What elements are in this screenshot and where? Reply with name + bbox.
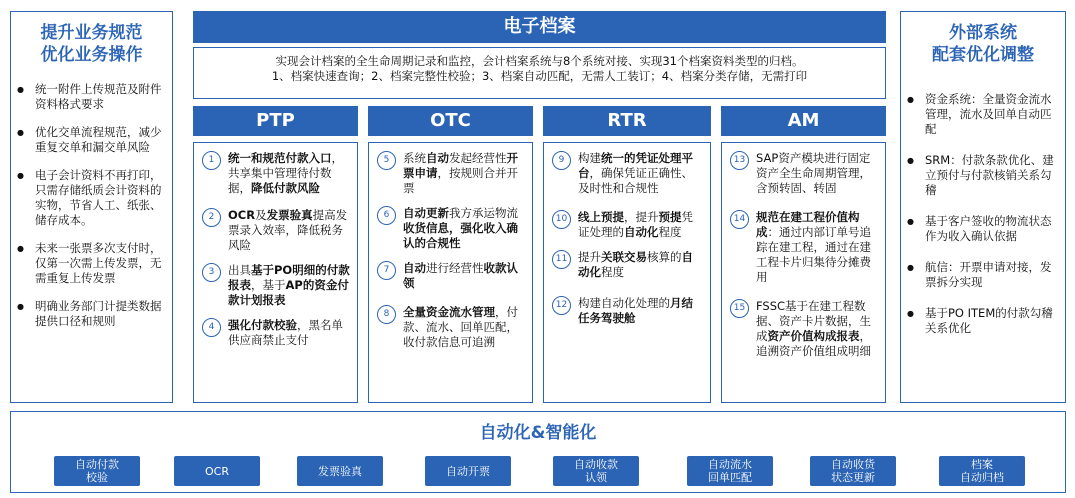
item-text-bold: OCR [228, 208, 256, 222]
process-item [550, 250, 704, 280]
item-text-bold: 收货信息，强化收入确认的合规性 [403, 221, 518, 250]
item-text: 构建 [578, 151, 601, 165]
step-number-badge: 7 [377, 261, 396, 280]
list-item: ● 统一附件上传规范及附件资料格式要求 [11, 82, 166, 112]
pill-label-line: 自动收款 [574, 458, 618, 471]
item-text: ，按规则合并开票 [403, 166, 518, 195]
process-item [550, 151, 704, 196]
item-text-bold: 自动更新 [403, 206, 449, 220]
column-head-am: AM [721, 106, 886, 136]
item-text: 及 [255, 208, 267, 222]
list-item: ● 明确业务部门计提类数据提供口径和规则 [11, 299, 166, 329]
left-panel-title: 提升业务规范 优化业务操作 [40, 23, 143, 65]
intro-line-1: 实现会计档案的全生命周期记录和监控，会计档案系统与8个系统对接、实现31个档案资料类型的归档。 [275, 54, 804, 68]
process-item [728, 299, 879, 359]
item-text-bold: 统一的凭证处理平台 [578, 151, 693, 180]
automation-pill [939, 456, 1025, 486]
item-text: 核算的 [647, 250, 682, 264]
item-text: ，提升 [624, 210, 659, 224]
process-item [728, 210, 879, 285]
item-text-bold: 降低付款风险 [251, 181, 320, 195]
item-text-bold: 线上预提 [578, 210, 624, 224]
item-text: 发起经营性 [449, 151, 507, 165]
pill-label-line: 自动收货 [831, 458, 875, 471]
item-text-bold: 收款认领 [403, 261, 518, 290]
right-panel [900, 11, 1066, 403]
item-text-bold: 发票验真 [266, 208, 313, 222]
pill-label-line: 自动付款 [75, 458, 119, 471]
column-head-otc: OTC [368, 106, 533, 136]
item-text-bold: 预提 [658, 210, 682, 224]
automation-pill [297, 456, 383, 486]
item-text-bold: 全量资金流水管理 [403, 305, 495, 319]
step-number-badge: 6 [377, 206, 396, 225]
item-text: ，确保凭证正确性、及时性和合规性 [578, 166, 693, 195]
process-item [375, 206, 526, 251]
item-text-bold: 月结任务驾驶舱 [578, 296, 693, 325]
item-text: FSSC基于在建工程数据、资产卡片数据，生成 [756, 299, 871, 343]
left-panel [10, 11, 173, 403]
pill-label [574, 458, 618, 484]
item-text-bold: 自动化 [624, 225, 659, 239]
column-head-rtr: RTR [543, 106, 711, 136]
pill-label-line: 状态更新 [831, 471, 875, 484]
item-text-bold: 关联交易 [601, 250, 647, 264]
column-body-otc [368, 142, 533, 403]
step-number-badge: 10 [552, 210, 571, 229]
step-number-badge: 14 [730, 210, 749, 229]
automation-pill [687, 456, 773, 486]
list-item: ● 航信：开票申请对接，发票拆分实现 [901, 260, 1059, 290]
pill-label-line: 自动开票 [446, 464, 490, 478]
pill-label-line: 发票验真 [318, 464, 362, 478]
pill-label-line: 校验 [86, 471, 108, 484]
list-item: ● 未来一张票多次支付时，仅第一次需上传发票，无需重复上传发票 [11, 241, 166, 286]
item-text: ：通过内部订单号追踪在建工程，通过在建工程卡片归集待分摊费用 [756, 225, 871, 284]
item-text: 出具 [228, 263, 251, 277]
pill-label [75, 458, 119, 484]
step-number-badge: 3 [202, 263, 221, 282]
item-text-bold: AP的资金付款计划报表 [228, 278, 349, 307]
step-number-badge: 2 [202, 208, 221, 227]
item-text-bold: 开票申请 [403, 151, 518, 180]
pill-label-line: OCR [205, 464, 229, 478]
process-item [200, 263, 351, 308]
automation-pill [174, 456, 260, 486]
item-text: 程度 [658, 225, 682, 239]
pill-label-line: 档案 [971, 458, 993, 471]
archive-title: 电子档案 [193, 11, 886, 43]
automation-pill [553, 456, 639, 486]
list-item: ● 资金系统：全量资金流水管理，流水及回单自动匹配 [901, 92, 1059, 137]
intro-line-2: 1、档案快速查询；2、档案完整性校验；3、档案自动匹配，无需人工装订；4、档案分类存储，无需打印 [271, 69, 808, 83]
left-panel-list [11, 82, 172, 329]
item-text-bold: 自动 [403, 261, 426, 275]
item-text: ，追溯资产价值组成明细 [756, 329, 871, 358]
list-item: ● 基于客户签收的物流状态作为收入确认依据 [901, 214, 1059, 244]
process-item [200, 318, 351, 348]
automation-pill [425, 456, 511, 486]
item-text: ，基于 [251, 278, 286, 292]
column-body-rtr [543, 142, 711, 403]
column-head-ptp: PTP [193, 106, 358, 136]
process-item [550, 210, 704, 240]
step-number-badge: 1 [202, 151, 221, 170]
step-number-badge: 8 [377, 305, 396, 324]
pill-label [960, 458, 1004, 484]
item-text-bold: 规范在建工程价值构成 [756, 210, 860, 239]
item-text: SAP资产模块进行固定资产全生命周期管理，含预转固、转固 [756, 151, 871, 195]
item-text-bold: 资产价值构成报表 [767, 329, 860, 343]
pill-label [446, 465, 490, 478]
process-item [375, 305, 526, 350]
process-item [200, 151, 351, 196]
pill-label-line: 自动归档 [960, 471, 1004, 484]
pill-label [708, 458, 752, 484]
item-text-bold: 自动 [426, 151, 449, 165]
list-item: ● SRM：付款条款优化、建立预付与付款核销关系勾稽 [901, 153, 1059, 198]
archive-intro [193, 47, 886, 99]
column-body-am [721, 142, 886, 403]
item-text: ，共享集中管理待付数据， [228, 151, 343, 195]
item-text: 构建自动化处理的 [578, 296, 670, 310]
item-text: 进行经营性 [426, 261, 484, 275]
step-number-badge: 9 [552, 151, 571, 170]
automation-panel [10, 411, 1066, 493]
item-text: 系统 [403, 151, 426, 165]
step-number-badge: 5 [377, 151, 396, 170]
item-text: 程度 [601, 265, 624, 279]
step-number-badge: 11 [552, 250, 571, 269]
step-number-badge: 4 [202, 318, 221, 337]
item-text-bold: 基于PO明细的付款报表 [228, 263, 350, 292]
step-number-badge: 15 [730, 299, 749, 318]
pill-label [205, 465, 229, 478]
process-item [375, 151, 526, 196]
item-text: ，黑名单供应商禁止支付 [228, 318, 343, 347]
item-text: 我方承运物流 [449, 206, 518, 220]
pill-label-line: 认领 [585, 471, 607, 484]
item-text-bold: 统一和规范付款入口 [228, 151, 332, 165]
list-item: ● 电子会计资料不再打印，只需存储纸质会计资料的实物，节省人工、纸张、储存成本。 [11, 168, 166, 228]
step-number-badge: 12 [552, 296, 571, 315]
process-item [200, 208, 351, 253]
item-text: 凭证处理的 [578, 210, 693, 239]
right-panel-title: 外部系统 配套优化调整 [932, 23, 1034, 65]
pill-label [318, 465, 362, 478]
process-item [728, 151, 879, 196]
column-body-ptp [193, 142, 358, 403]
right-panel-list [901, 92, 1065, 336]
step-number-badge: 13 [730, 151, 749, 170]
item-text-bold: 自动化 [578, 250, 693, 279]
pill-label-line: 自动流水 [708, 458, 752, 471]
process-item [375, 261, 526, 291]
pill-label [831, 458, 875, 484]
pill-label-line: 回单匹配 [708, 471, 752, 484]
automation-pill [54, 456, 140, 486]
item-text: 提升 [578, 250, 601, 264]
automation-pill [810, 456, 896, 486]
automation-title: 自动化&智能化 [479, 423, 597, 443]
item-text: ，付款、流水、回单匹配，收付款信息可追溯 [403, 305, 518, 349]
list-item: ● 优化交单流程规范，减少重复交单和漏交单风险 [11, 125, 166, 155]
item-text: 提高发票录入效率，降低税务风险 [228, 208, 348, 252]
list-item: ● 基于PO ITEM的付款勾稽关系优化 [901, 306, 1059, 336]
process-item [550, 296, 704, 326]
item-text-bold: 强化付款校验 [228, 318, 297, 332]
